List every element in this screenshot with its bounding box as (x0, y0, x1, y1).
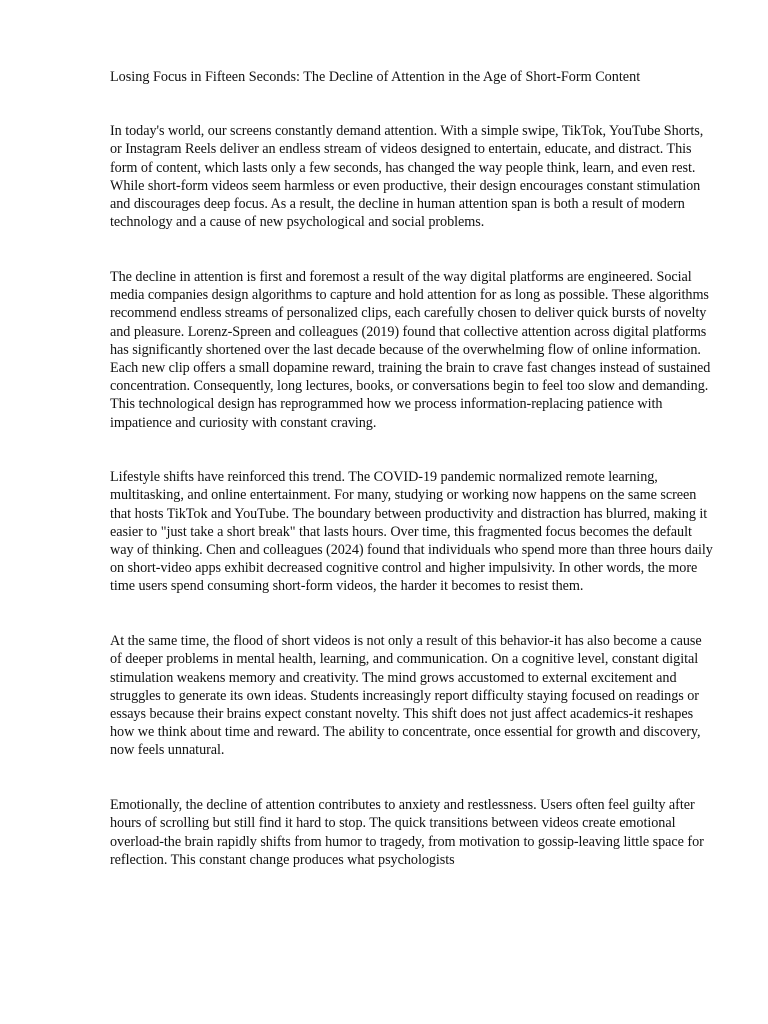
paragraph-lifestyle-shifts: Lifestyle shifts have reinforced this trend. The COVID-19 pandemic normalized remote learning, multitasking, and online entertainment. For many, studying or working now happens on the same screen that hosts TikTok and YouTube. The boundary between productivity and distraction has blurred, making it easier to "just take a short break" that lasts hours. Over time, this fragmented focus becomes the default way of thinking. Chen and colleagues (2024) found that individuals who spend more than three hours daily on short-video apps exhibit decreased cognitive control and higher impulsivity. In other words, the more time users spend consuming short-form videos, the harder it becomes to resist them. (110, 469, 713, 595)
paragraph-emotional-effects: Emotionally, the decline of attention contributes to anxiety and restlessness. Users often feel guilty after hours of scrolling but still find it hard to stop. The quick transitions between videos create emotional overload-the brain rapidly shifts from humor to tragedy, from motivation to gossip-leaving little space for reflection. This constant change produces what psychologists (110, 797, 704, 868)
document-page (110, 68, 716, 905)
paragraph-introduction: In today's world, our screens constantly demand attention. With a simple swipe, TikTok, YouTube Shorts, or Instagram Reels deliver an endless stream of videos designed to entertain, educate, and distract. This form of content, which lasts only a few seconds, has changed the way people think, learn, and even rest. While short-form videos seem harmless or even productive, their design encourages constant stimulation and discourages deep focus. As a result, the decline in human attention span is both a result of modern technology and a cause of new psychological and social problems. (110, 123, 704, 231)
paragraph-cognitive-effects: At the same time, the flood of short videos is not only a result of this behavior-it has also become a cause of deeper problems in mental health, learning, and communication. On a cognitive level, constant digital stimulation weakens memory and creativity. The mind grows accustomed to external excitement and struggles to generate its own ideas. Students increasingly report difficulty staying focused on readings or essays because their brains expect constant novelty. This shift does not just affect academics-it reshapes how we think about time and reward. The ability to concentrate, once essential for growth and discovery, now feels unnatural. (110, 633, 702, 759)
document-title: Losing Focus in Fifteen Seconds: The Decline of Attention in the Age of Short-Form Content (110, 69, 641, 85)
paragraph-platform-design: The decline in attention is first and foremost a result of the way digital platforms are engineered. Social media companies design algorithms to capture and hold attention for as long as possible. These algorithms recommend endless streams of personalized clips, each carefully chosen to deliver quick bursts of novelty and pleasure. Lorenz-Spreen and colleagues (2019) found that collective attention across digital platforms has significantly shortened over the last decade because of the overwhelming flow of online information. Each new clip offers a small dopamine reward, training the brain to crave fast changes instead of sustained concentration. Consequently, long lectures, books, or conversations begin to feel too slow and demanding. This technological design has reprogrammed how we process information-replacing patience with impatience and curiosity with constant craving. (110, 268, 711, 431)
